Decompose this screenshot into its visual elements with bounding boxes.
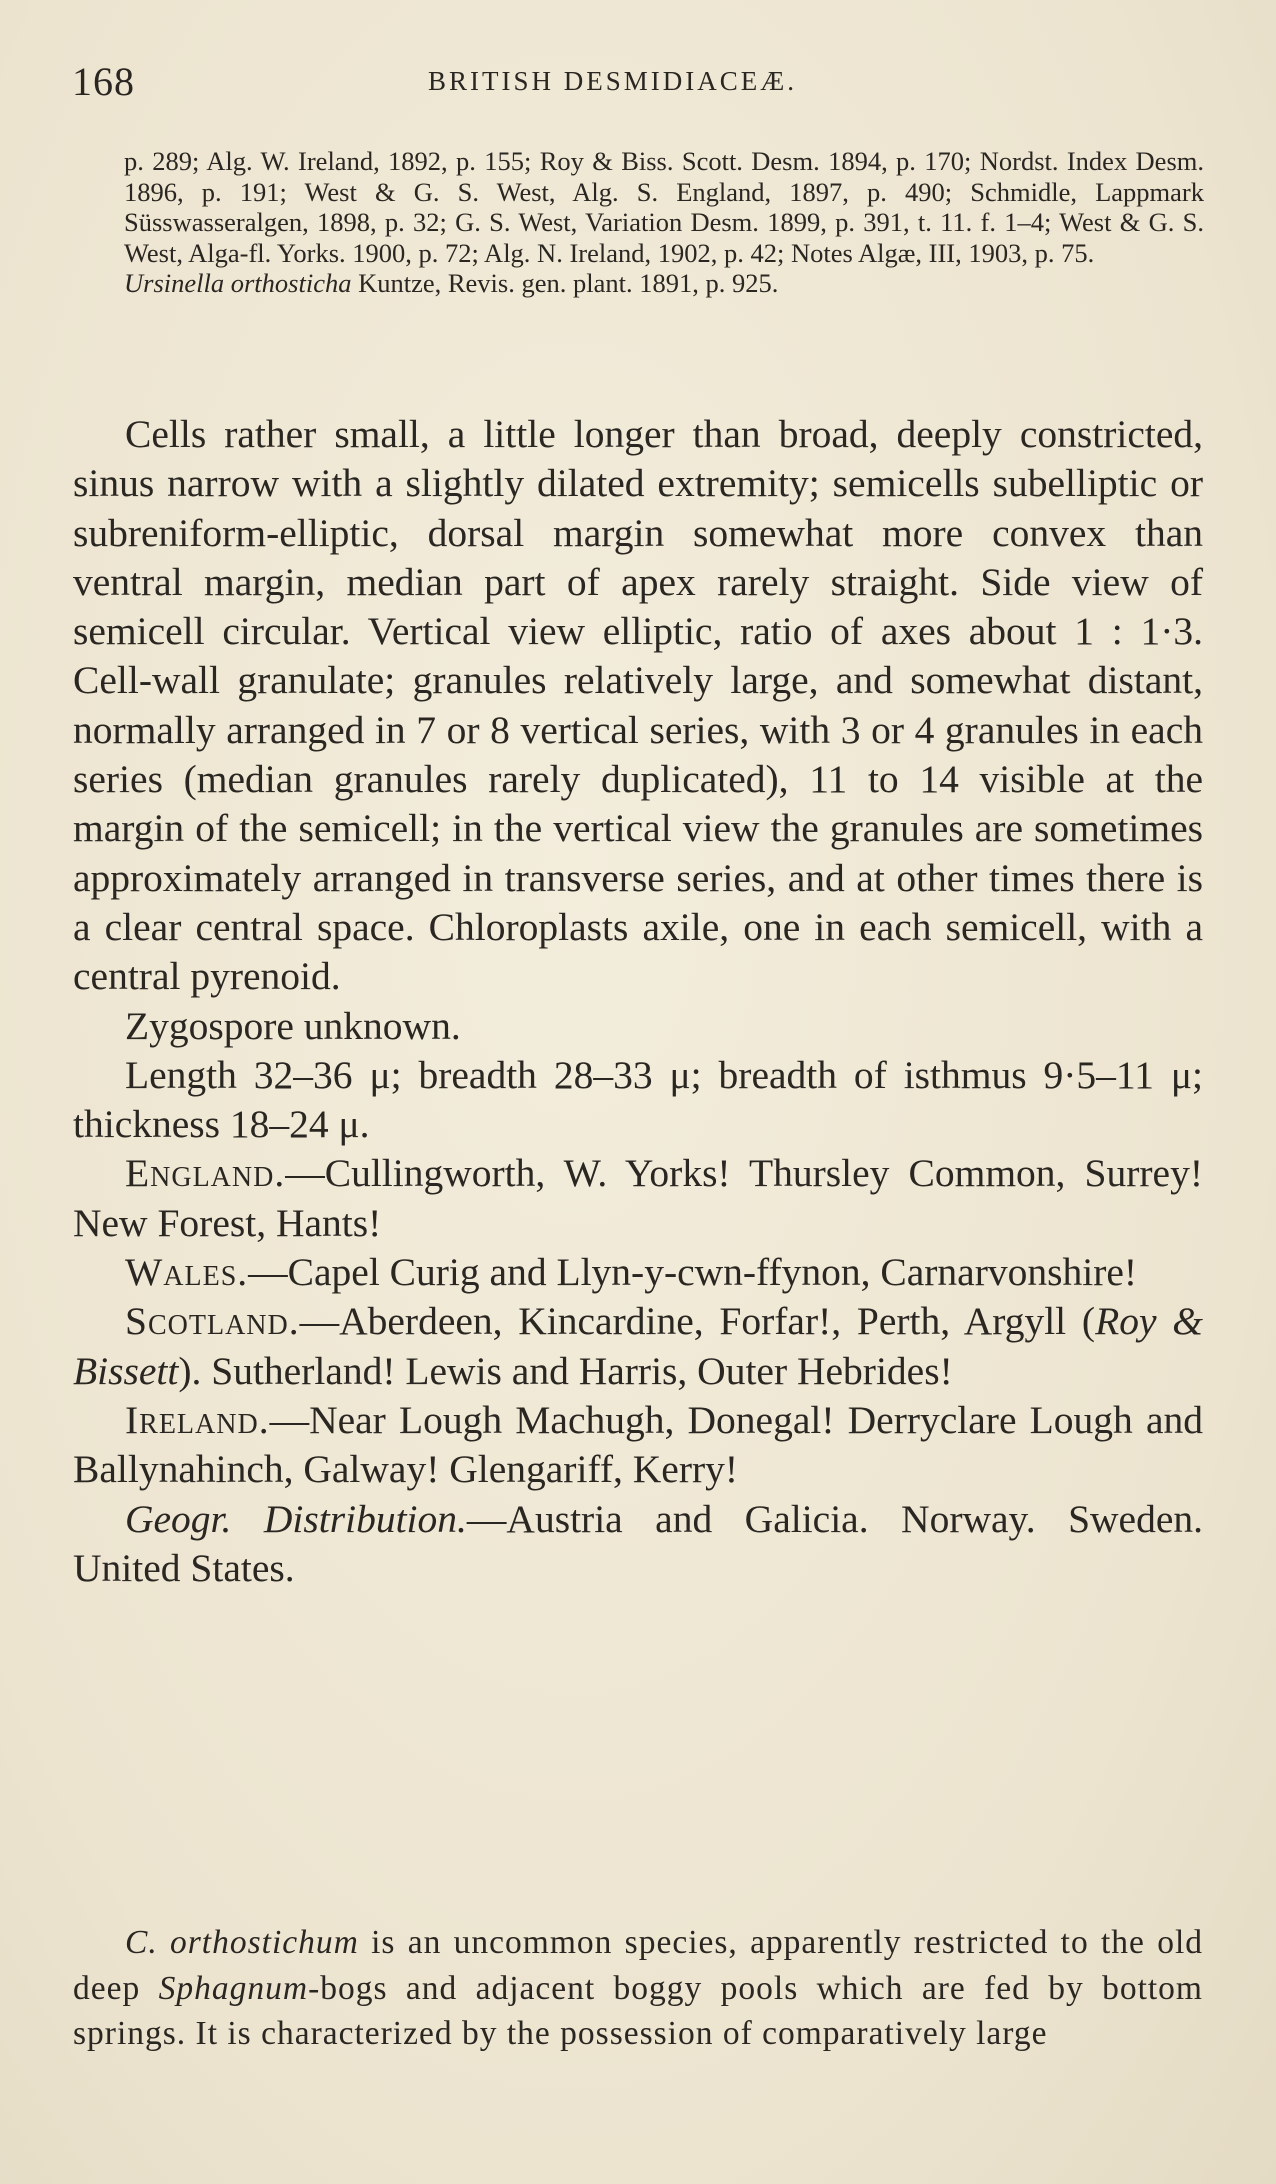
england-localities: —Cullingworth, W. Yorks! Thursley Common, Surrey! New Forest, Hants! <box>73 1151 1203 1245</box>
wales-localities: —Capel Curig and Llyn-y-cwn-ffynon, Carnarvonshire! <box>248 1250 1138 1295</box>
distribution-england <box>73 1149 1203 1248</box>
ireland-label: Ireland. <box>125 1397 270 1442</box>
remarks-species-name: C. orthostichum <box>125 1924 359 1961</box>
wales-label: Wales. <box>125 1250 249 1295</box>
geogr-label: Geogr. Distribution. <box>125 1496 467 1541</box>
england-label: England. <box>125 1151 286 1196</box>
distribution-ireland <box>73 1396 1203 1495</box>
dimensions-paragraph: Length 32–36 μ; breadth 28–33 μ; breadth of isthmus 9·5–11 μ; thickness 18–24 μ. <box>73 1052 1203 1147</box>
geographic-distribution <box>73 1495 1203 1594</box>
scotland-collectors: Roy & Bissett <box>73 1299 1203 1393</box>
scotland-localities-start: —Aberdeen, Kincardine, Forfar!, Perth, Argyll ( <box>299 1299 1096 1344</box>
scotland-localities-end: ). Sutherland! Lewis and Harris, Outer Hebrides! <box>178 1348 953 1393</box>
geogr-countries: —Austria and Galicia. Norway. Sweden. United States. <box>73 1496 1203 1590</box>
species-remarks <box>73 1920 1203 2057</box>
distribution-wales <box>73 1248 1203 1297</box>
distribution-scotland <box>73 1297 1203 1396</box>
species-description <box>73 410 1203 1593</box>
remarks-paragraph <box>73 1920 1203 2057</box>
running-head: BRITISH DESMIDIACEÆ. <box>428 66 798 96</box>
description-paragraph: Cells rather small, a little longer than broad, deeply constricted, sinus narrow with a slightly dilated extremity; semicells subelliptic or subreniform-elliptic, dorsal margin somewhat more convex than ventral margin, median part of apex rarely straight. Side view of semicell circular. Vertical view elliptic, ratio of axes about 1 : 1·3. Cell-wall granulate; granules relatively large, and somewhat distant, normally arranged in 7 or 8 vertical series, with 3 or 4 granules in each series (median granules rarely duplicated), 11 to 14 visible at the margin of the semicell; in the vertical view the granules are sometimes approximately arranged in transverse series, and at other times there is a clear central space. Chloroplasts axile, one in each semicell, with a central pyrenoid. <box>73 412 1203 999</box>
reference-continuation: p. 289; Alg. W. Ireland, 1892, p. 155; Roy & Biss. Scott. Desm. 1894, p. 170; Nordst. Index Desm. 1896, p. 191; West & G. S. West, Alg. S. England, 1897, p. 490; Schmidle, Lappmark Süsswasseralgen, 1898, p. 32; G. S. West, Variation Desm. 1899, p. 391, t. 11. f. 1–4; West & G. S. West, Alga-fl. Yorks. 1900, p. 72; Alg. N. Ireland, 1902, p. 42; Notes Algæ, III, 1903, p. 75. <box>124 146 1204 268</box>
ireland-localities: —Near Lough Machugh, Donegal! Derryclare Lough and Ballynahinch, Galway! Glengariff, Kerry! <box>73 1397 1203 1492</box>
scotland-label: Scotland. <box>125 1299 300 1344</box>
page-number: 168 <box>72 59 135 104</box>
zygospore-note: Zygospore unknown. <box>125 1003 461 1048</box>
page-header <box>72 58 1212 108</box>
synonym-name: Ursinella orthosticha <box>124 268 352 298</box>
remarks-text-start: is an uncommon species, apparently restricted to the old deep <box>73 1924 1204 2007</box>
synonym-citation: Kuntze, Revis. gen. plant. 1891, p. 925. <box>351 268 779 298</box>
remarks-sphagnum: Sphagnum <box>158 1969 309 2007</box>
synonym-reference <box>124 268 1204 299</box>
bibliographic-references <box>124 146 1204 299</box>
remarks-text-end: -bogs and adjacent boggy pools which are fed by bottom springs. It is characterized by the possession of comparatively large <box>73 1969 1203 2053</box>
